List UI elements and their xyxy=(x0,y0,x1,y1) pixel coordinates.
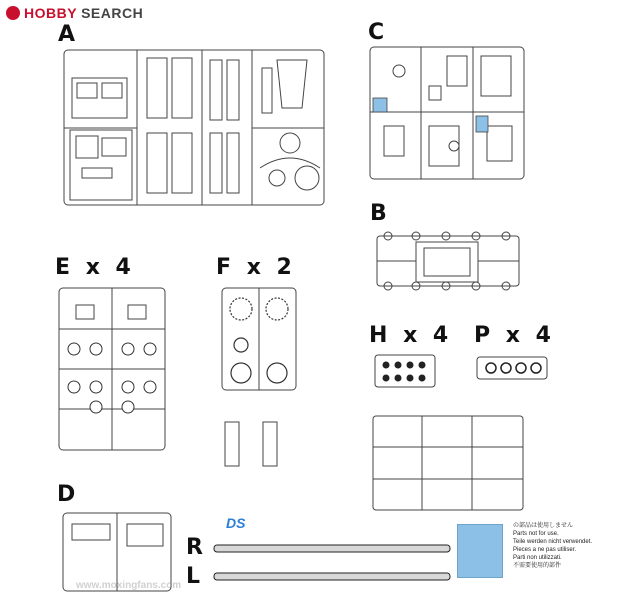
sprue-h xyxy=(374,354,436,388)
unused-part-c1 xyxy=(373,98,387,112)
note-line: 不需要使用的部件 xyxy=(513,563,562,569)
unused-color-swatch xyxy=(457,524,503,578)
hobbysearch-logo xyxy=(6,4,143,22)
track-left-label: L xyxy=(186,564,201,589)
tracks xyxy=(213,543,453,583)
sprue-f-bars-drawing xyxy=(221,420,281,468)
note-line: Teile werden nicht verwendet. xyxy=(513,539,593,545)
track-left xyxy=(214,573,450,580)
sprue-e-drawing xyxy=(58,287,166,452)
sprue-a-drawing xyxy=(62,48,327,208)
sprue-e xyxy=(58,287,166,452)
tracks-drawing xyxy=(213,543,453,583)
sprue-b xyxy=(376,228,520,294)
note-line: Parti non utilizzati. xyxy=(513,555,562,561)
logo-word-search: SEARCH xyxy=(81,5,144,21)
sprue-h-drawing xyxy=(374,354,436,388)
sprue-c-drawing xyxy=(369,46,526,181)
unused-part-c2 xyxy=(476,116,488,132)
logo-icon xyxy=(6,6,20,20)
sprue-c xyxy=(369,46,526,181)
sprue-f-drawing xyxy=(221,287,297,391)
watermark: www.moxingfans.com xyxy=(76,580,182,591)
sprue-b-label: B xyxy=(370,201,387,226)
sprue-b-drawing xyxy=(376,228,520,294)
sprue-e-label: E x 4 xyxy=(55,255,135,280)
ds-logo: DS xyxy=(226,515,246,531)
sprue-p-drawing xyxy=(476,356,548,380)
sprue-f-label: F x 2 xyxy=(216,255,296,280)
track-right xyxy=(214,545,450,552)
track-right-label: R xyxy=(186,535,203,560)
note-line: Pieces a ne pas utiliser. xyxy=(513,547,577,553)
note-line: Parts not for use. xyxy=(513,531,559,537)
sprue-f xyxy=(221,287,297,391)
logo-word-hobby: HOBBY xyxy=(24,5,78,21)
sprue-p-label: P x 4 xyxy=(474,323,555,348)
sprue-a xyxy=(62,48,327,208)
sprue-a-label: A xyxy=(58,22,76,47)
sprue-f-bars xyxy=(221,420,281,468)
sprue-d-label: D xyxy=(57,482,76,507)
note-line: の部品は使用しません xyxy=(513,523,574,529)
sprue-c-label: C xyxy=(368,20,385,45)
sprue-unlabeled-drawing xyxy=(372,415,524,511)
sprue-p xyxy=(476,356,548,380)
sprue-h-label: H x 4 xyxy=(369,323,453,348)
unused-parts-note xyxy=(513,522,617,570)
sprue-unlabeled xyxy=(372,415,524,511)
